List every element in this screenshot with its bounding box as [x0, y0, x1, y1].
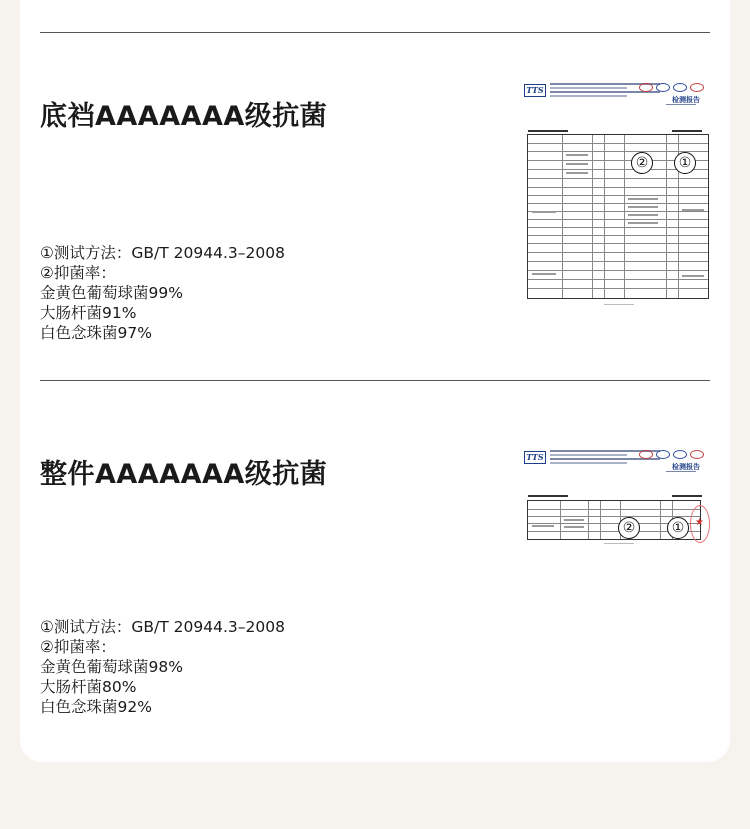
section-1-result-ecoli: 大肠杆菌91% — [40, 304, 137, 322]
section-1-rate-label: ②抑菌率： — [40, 264, 116, 282]
report-logo: TTS — [524, 84, 546, 97]
section-2-rate-label: ②抑菌率： — [40, 638, 116, 656]
section-2-report-image — [524, 447, 710, 562]
section-2-title: 整件AAAAAAA级抗菌 — [40, 459, 328, 490]
report-number — [528, 495, 568, 497]
section-1-title: 底裆AAAAAAA级抗菌 — [40, 101, 328, 132]
report-number — [528, 130, 568, 132]
section-2-result-ecoli: 大肠杆菌80% — [40, 678, 137, 696]
section-2-method: ①测试方法：GB/T 20944.3–2008 — [40, 618, 285, 636]
section-2-result-candida: 白色念珠菌92% — [40, 698, 152, 716]
report-marker-2: ② — [618, 517, 640, 539]
seal-star-icon: ★ — [695, 517, 704, 528]
section-1-report-image — [524, 80, 710, 310]
middle-divider — [40, 380, 710, 381]
top-divider — [40, 32, 710, 33]
report-marker-2: ② — [631, 152, 653, 174]
section-1-info — [40, 243, 285, 343]
accreditation-badges — [639, 83, 704, 92]
section-1-result-candida: 白色念珠菌97% — [40, 324, 152, 342]
section-1-result-staph: 金黄色葡萄球菌99% — [40, 284, 183, 302]
accreditation-badges — [639, 450, 704, 459]
report-title: 检测报告 — [672, 463, 700, 471]
report-title: 检测报告 — [672, 96, 700, 104]
section-1-method: ①测试方法：GB/T 20944.3–2008 — [40, 244, 285, 262]
report-marker-1: ① — [674, 152, 696, 174]
section-2-result-staph: 金黄色葡萄球菌98% — [40, 658, 183, 676]
report-logo: TTS — [524, 451, 546, 464]
report-marker-1: ① — [667, 517, 689, 539]
section-2-info — [40, 617, 285, 717]
